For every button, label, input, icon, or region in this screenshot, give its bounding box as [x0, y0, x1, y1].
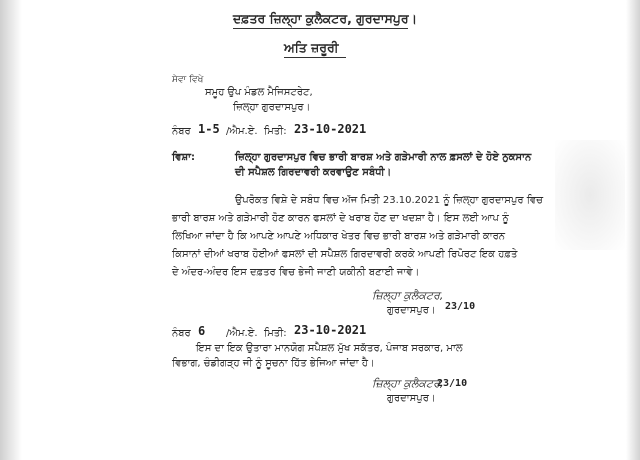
reference-2-number-label: ਨੰਬਰ: [172, 328, 191, 339]
office-title: ਦਫ਼ਤਰ ਜ਼ਿਲ੍ਹਾ ਕੁਲੈਕਟਰ, ਗੁਰਦਾਸਪੁਰ।: [233, 11, 418, 26]
addressee-line-1: ਸਮੂਹ ਉਪ ਮੰਡਲ ਮੈਜਿਸਟਰੇਟ,: [205, 87, 313, 98]
addressee-line-2: ਜ਼ਿਲ੍ਹਾ ਗੁਰਦਾਸਪੁਰ।: [233, 102, 311, 113]
subject-line-1: ਜ਼ਿਲ੍ਹਾ ਗੁਰਦਾਸਪੁਰ ਵਿਚ ਭਾਰੀ ਬਾਰਸ਼ ਅਤੇ ਗੜੇਮਾਰੀ ਨਾਲ ਫ਼ਸਲਾਂ ਦੇ ਹੋਏ ਨੁਕਸਾਨ: [235, 152, 532, 163]
reference-date-value: 23-10-2021: [294, 122, 367, 136]
reference-2-date-value: 23-10-2021: [294, 323, 367, 337]
body-line-3: ਲਿਖਿਆ ਜਾਂਦਾ ਹੈ ਕਿ ਆਪਣੇ ਆਪਣੇ ਅਧਿਕਾਰ ਖੇਤਰ ਵਿਚ ਭਾਰੀ ਬਾਰਸ਼ ਅਤੇ ਗੜੇਮਾਰੀ ਕਾਰਨ: [172, 231, 506, 242]
urgency-underline: [284, 57, 346, 58]
subject-label: ਵਿਸ਼ਾ:: [172, 152, 195, 163]
salutation: ਸੇਵਾ ਵਿਖੇ: [172, 75, 204, 85]
reference-date-label: ਮਿਤੀ:: [264, 126, 287, 137]
body-line-5: ਦੇ ਅੰਦਰ-ਅੰਦਰ ਇਸ ਦਫ਼ਤਰ ਵਿਚ ਭੇਜੀ ਜਾਣੀ ਯਕੀਨੀ ਬਣਾਈ ਜਾਵੇ।: [172, 267, 420, 278]
signature-1-place: ਗੁਰਦਾਸਪੁਰ।: [387, 305, 436, 316]
copy-line-2: ਵਿਭਾਗ, ਚੰਡੀਗੜ੍ਹ ਜੀ ਨੂੰ ਸੂਚਨਾ ਹਿੱਤ ਭੇਜਿਆ ਜਾਂਦਾ ਹੈ।: [172, 358, 375, 369]
signature-1-mark: 23/10: [445, 301, 476, 312]
reference-2-date-label: ਮਿਤੀ:: [264, 328, 287, 339]
office-title-underline: [233, 28, 408, 29]
scan-smudge: [555, 140, 625, 250]
reference-number-value: 1-5: [198, 122, 220, 136]
body-line-4: ਕਿਸਾਨਾਂ ਦੀਆਂ ਖਰਾਬ ਹੋਈਆਂ ਫਸਲਾਂ ਦੀ ਸਪੈਸ਼ਲ ਗਿਰਦਾਵਰੀ ਕਰਕੇ ਆਪਣੀ ਰਿਪੋਰਟ ਇਕ ਹਫ਼ਤੇ: [172, 249, 518, 260]
signature-2-place: ਗੁਰਦਾਸਪੁਰ।: [387, 393, 436, 404]
signature-2-title: ਜ਼ਿਲ੍ਹਾ ਕੁਲੈਕਟਰ,: [372, 377, 444, 390]
subject-line-2: ਦੀ ਸਪੈਸ਼ਲ ਗਿਰਦਾਵਰੀ ਕਰਵਾਉਣ ਸਬੰਧੀ।: [235, 167, 392, 178]
body-line-2: ਭਾਰੀ ਬਾਰਸ਼ ਅਤੇ ਗੜੇਮਾਰੀ ਹੋਣ ਕਾਰਨ ਫਸਲਾਂ ਦੇ ਖਰਾਬ ਹੋਣ ਦਾ ਖਦਸ਼ਾ ਹੈ। ਇਸ ਲਈ ਆਪ ਨੂੰ: [172, 213, 509, 224]
reference-number-label: ਨੰਬਰ: [172, 126, 191, 137]
signature-2-mark: 23/10: [437, 378, 468, 389]
body-line-1: ਉਪਰੋਕਤ ਵਿਸ਼ੇ ਦੇ ਸਬੰਧ ਵਿਚ ਅੱਜ ਮਿਤੀ 23.10.2021 ਨੂੰ ਜ਼ਿਲ੍ਹਾ ਗੁਰਦਾਸਪੁਰ ਵਿਚ: [235, 195, 544, 206]
copy-line-1: ਇਸ ਦਾ ਇਕ ਉਤਾਰਾ ਮਾਨਯੋਗ ਸਪੈਸ਼ਲ ਮੁੱਖ ਸਕੱਤਰ, ਪੰਜਾਬ ਸਰਕਾਰ, ਮਾਲ: [196, 343, 463, 354]
reference-abbr: /ਐਮ.ਏ.: [226, 126, 258, 137]
reference-2-abbr: /ਐਮ.ਏ.: [226, 328, 258, 339]
urgency-label: ਅਤਿ ਜ਼ਰੂਰੀ: [284, 40, 339, 55]
signature-1-title: ਜ਼ਿਲ੍ਹਾ ਕੁਲੈਕਟਰ,: [372, 289, 444, 302]
reference-2-number-value: 6: [198, 324, 206, 338]
